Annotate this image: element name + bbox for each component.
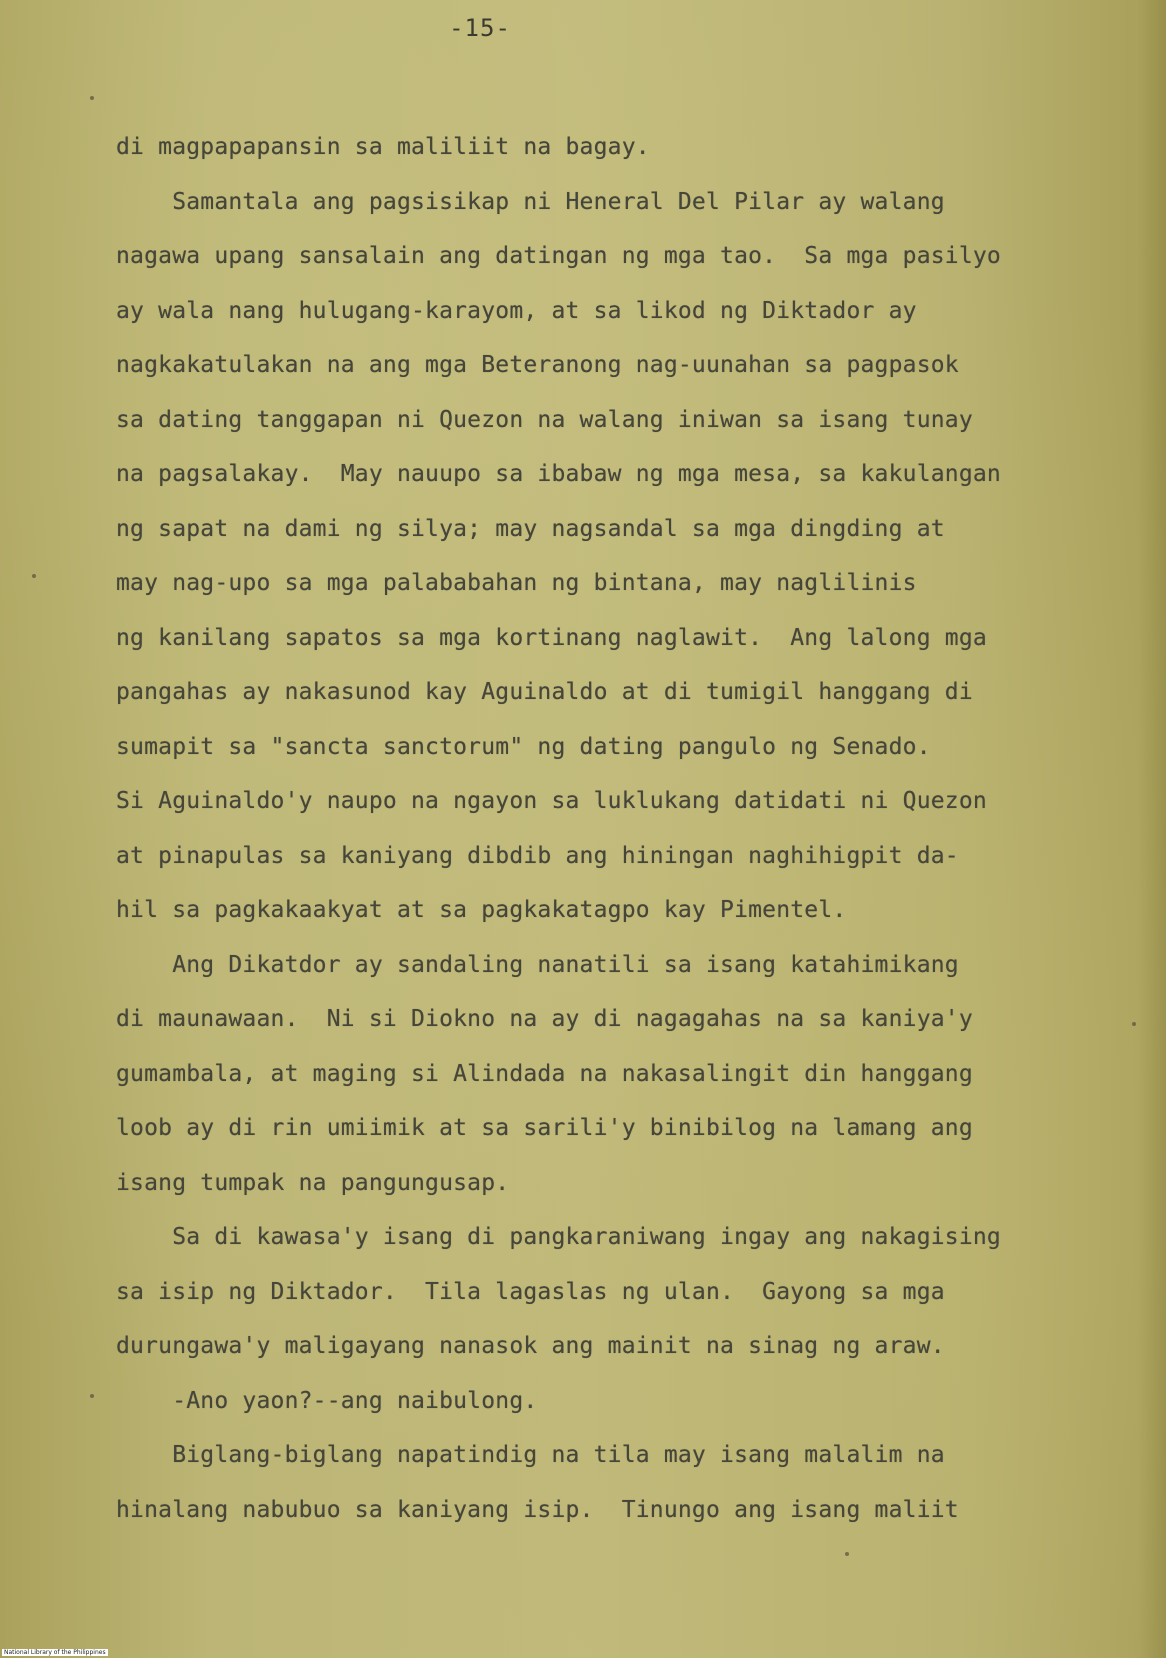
text-line: gumambala, at maging si Alindada na nakasalingit din hanggang (116, 1060, 973, 1087)
text-line: Si Aguinaldo'y naupo na ngayon sa luklukang datidati ni Quezon (116, 788, 987, 814)
text-line: Biglang-biglang napatindig na tila may isang malalim na (116, 1442, 945, 1468)
text-line: nagkakatulakan na ang mga Beteranong nag-uunahan sa pagpasok (116, 352, 959, 378)
text-line: sa dating tanggapan ni Quezon na walang iniwan sa isang tunay (116, 406, 973, 433)
text-line: ng kanilang sapatos sa mga kortinang naglawit. Ang lalong mga (116, 624, 987, 651)
paper-speck (845, 1552, 849, 1556)
text-line: may nag-upo sa mga palababahan ng bintana, may naglilinis (116, 570, 917, 596)
text-line: sumapit sa "sancta sanctorum" ng dating pangulo ng Senado. (116, 733, 931, 760)
text-line: di maunawaan. Ni si Diokno na ay di nagagahas na sa kaniya'y (116, 1006, 973, 1032)
paper-speck (90, 96, 94, 100)
text-line: hinalang nabubuo sa kaniyang isip. Tinungo ang isang maliit (116, 1496, 959, 1523)
text-line: pangahas ay nakasunod kay Aguinaldo at di tumigil hanggang di (116, 679, 973, 705)
footer-note: National Library of the Philippines (4, 1649, 106, 1656)
text-line: isang tumpak na pangungusap. (116, 1169, 510, 1196)
paper-speck (32, 574, 36, 578)
text-line: Sa di kawasa'y isang di pangkaraniwang ingay ang nakagising (116, 1224, 1001, 1250)
text-line: -Ano yaon?--ang naibulong. (116, 1387, 538, 1414)
text-line: at pinapulas sa kaniyang dibdib ang hiningan naghihigpit da- (116, 842, 959, 869)
page-number: -15- (449, 14, 511, 42)
text-line: hil sa pagkakaakyat at sa pagkakatagpo kay Pimentel. (116, 897, 847, 923)
body-text (116, 120, 1126, 1537)
text-line: nagawa upang sansalain ang datingan ng mga tao. Sa mga pasilyo (116, 243, 1001, 269)
text-line: ay wala nang hulugang-karayom, at sa likod ng Diktador ay (116, 297, 917, 324)
paper-speck (90, 1394, 94, 1398)
paper-speck (1132, 1022, 1136, 1026)
text-line: loob ay di rin umiimik at sa sarili'y binibilog na lamang ang (116, 1115, 973, 1141)
text-line: sa isip ng Diktador. Tila lagaslas ng ulan. Gayong sa mga (116, 1278, 945, 1305)
text-line: Samantala ang pagsisikap ni Heneral Del Pilar ay walang (116, 188, 945, 215)
text-line: na pagsalakay. May nauupo sa ibabaw ng mga mesa, sa kakulangan (116, 461, 1001, 487)
page-edge-shadow (1138, 0, 1166, 1658)
text-line: durungawa'y maligayang nanasok ang mainit na sinag ng araw. (116, 1333, 945, 1359)
text-line: di magpapapansin sa maliliit na bagay. (116, 134, 650, 160)
text-line: Ang Dikatdor ay sandaling nanatili sa isang katahimikang (116, 951, 959, 978)
text-line: ng sapat na dami ng silya; may nagsandal sa mga dingding at (116, 515, 945, 542)
